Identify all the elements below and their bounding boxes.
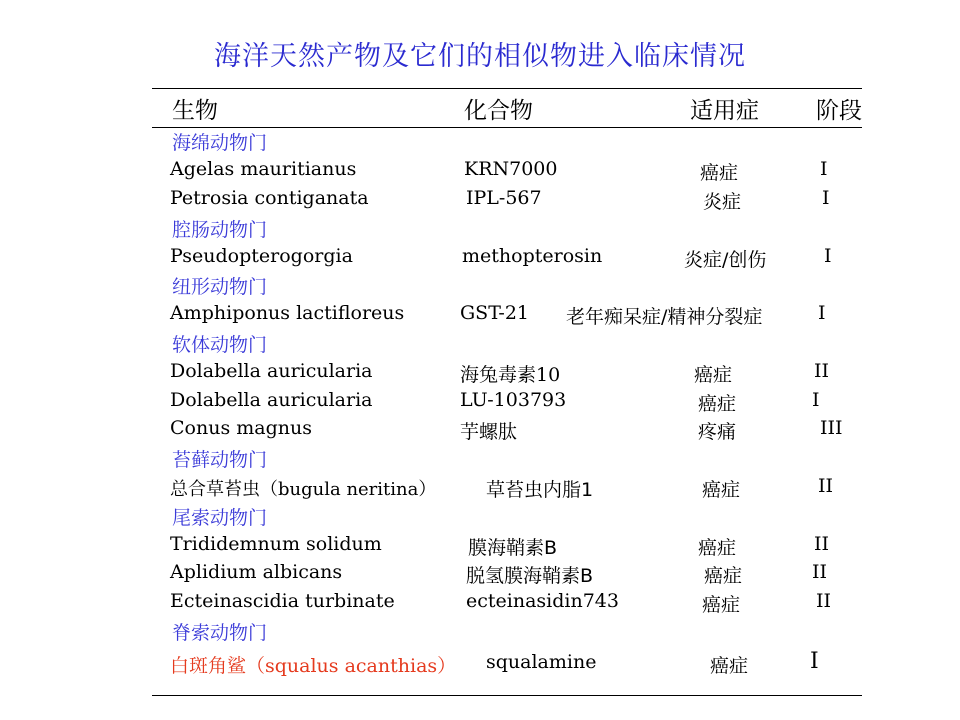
cell-indication: 癌症 bbox=[694, 364, 733, 386]
category-label: 脊索动物门 bbox=[172, 622, 268, 644]
table-row bbox=[0, 533, 960, 559]
cell-stage: II bbox=[816, 590, 832, 612]
cell-compound: 脱氢膜海鞘素B bbox=[466, 565, 594, 587]
cell-stage: II bbox=[818, 475, 834, 497]
cell-organism: Ecteinascidia turbinate bbox=[170, 590, 395, 612]
cell-stage: II bbox=[814, 360, 830, 382]
bottom-rule bbox=[152, 695, 862, 696]
cell-organism: Petrosia contiganata bbox=[170, 187, 369, 209]
table-row bbox=[0, 651, 960, 677]
table-row bbox=[0, 389, 960, 415]
top-rule bbox=[152, 88, 862, 89]
cell-compound: IPL-567 bbox=[466, 187, 542, 209]
category-label: 腔肠动物门 bbox=[172, 219, 268, 241]
page-title: 海洋天然产物及它们的相似物进入临床情况 bbox=[214, 41, 746, 72]
cell-stage: I bbox=[818, 302, 826, 324]
cell-compound: squalamine bbox=[486, 651, 597, 673]
cell-organism: Trididemnum solidum bbox=[170, 533, 382, 555]
cell-stage: I bbox=[812, 389, 820, 411]
cell-organism: 总合草苔虫（bugula neritina） bbox=[170, 479, 437, 500]
cell-compound: 膜海鞘素B bbox=[468, 537, 558, 559]
cell-indication: 癌症 bbox=[710, 655, 749, 677]
table-row bbox=[0, 302, 960, 328]
cell-organism: Dolabella auricularia bbox=[170, 389, 373, 411]
cell-compound: ecteinasidin743 bbox=[466, 590, 619, 612]
table-row bbox=[0, 417, 960, 443]
cell-stage: II bbox=[812, 561, 828, 583]
category-label: 海绵动物门 bbox=[172, 132, 268, 154]
table-row bbox=[0, 475, 960, 501]
header-organism: 生物 bbox=[172, 98, 218, 124]
table-row bbox=[0, 158, 960, 184]
cell-indication: 癌症 bbox=[698, 537, 737, 559]
header-stage: 阶段 bbox=[816, 98, 862, 124]
table-row bbox=[0, 245, 960, 271]
table-row bbox=[0, 590, 960, 616]
cell-indication: 炎症 bbox=[703, 191, 742, 213]
header-indication: 适用症 bbox=[690, 98, 759, 124]
cell-indication: 炎症/创伤 bbox=[684, 249, 767, 271]
cell-indication: 癌症 bbox=[702, 594, 741, 616]
category-label: 纽形动物门 bbox=[172, 276, 268, 298]
cell-indication: 老年痴呆症/精神分裂症 bbox=[566, 306, 763, 328]
cell-organism: 白斑角鲨（squalus acanthias） bbox=[170, 655, 457, 677]
cell-stage: I bbox=[822, 187, 830, 209]
cell-organism: Agelas mauritianus bbox=[170, 158, 357, 180]
cell-compound: 草苔虫内脂1 bbox=[486, 479, 594, 501]
cell-stage: I bbox=[820, 158, 828, 180]
cell-compound: 芋螺肽 bbox=[460, 421, 518, 443]
cell-stage: III bbox=[820, 417, 843, 439]
cell-organism: Pseudopterogorgia bbox=[170, 245, 353, 267]
category-label: 尾索动物门 bbox=[172, 507, 268, 529]
cell-stage: II bbox=[814, 533, 830, 555]
header-compound: 化合物 bbox=[464, 98, 533, 124]
cell-organism: Dolabella auricularia bbox=[170, 360, 373, 382]
cell-indication: 癌症 bbox=[704, 565, 743, 587]
cell-organism: Aplidium albicans bbox=[170, 561, 343, 583]
cell-stage: I bbox=[824, 245, 832, 267]
category-label: 苔藓动物门 bbox=[172, 449, 268, 471]
cell-organism: Amphiponus lactifloreus bbox=[170, 302, 405, 324]
cell-compound: GST-21 bbox=[460, 302, 530, 324]
cell-organism: Conus magnus bbox=[170, 417, 312, 439]
cell-compound: 海兔毒素10 bbox=[460, 364, 561, 386]
cell-compound: KRN7000 bbox=[464, 158, 558, 180]
cell-compound: LU-103793 bbox=[460, 389, 567, 411]
cell-stage: I bbox=[810, 649, 819, 674]
table-row bbox=[0, 187, 960, 213]
cell-compound: methopterosin bbox=[462, 245, 603, 267]
table-row bbox=[0, 561, 960, 587]
cell-indication: 癌症 bbox=[698, 393, 737, 415]
cell-indication: 疼痛 bbox=[698, 421, 737, 443]
cell-indication: 癌症 bbox=[700, 162, 739, 184]
cell-indication: 癌症 bbox=[702, 479, 741, 501]
category-label: 软体动物门 bbox=[172, 334, 268, 356]
table-row bbox=[0, 360, 960, 386]
